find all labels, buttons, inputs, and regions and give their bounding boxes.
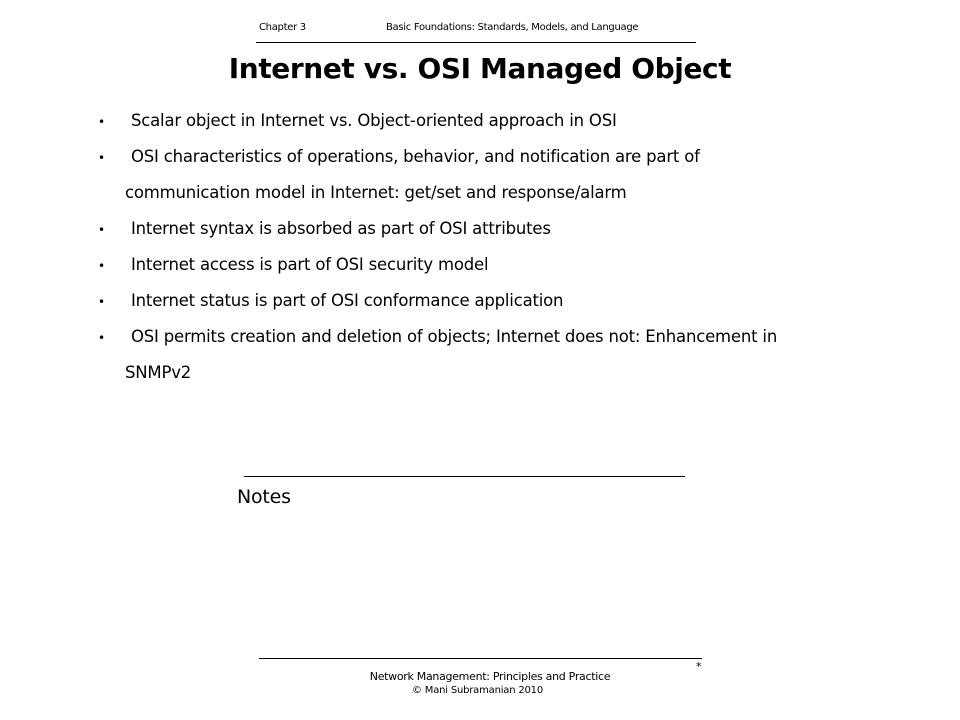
header-divider <box>256 42 696 43</box>
footer-copyright: © Mani Subramanian 2010 <box>412 685 543 696</box>
bullet-text: Internet syntax is absorbed as part of OSI attributes <box>131 219 551 238</box>
bullet-text: Internet access is part of OSI security model <box>131 255 489 274</box>
chapter-subject: Basic Foundations: Standards, Models, and Language <box>386 22 639 33</box>
bullet-marker: • <box>98 223 106 237</box>
bullet-text: Scalar object in Internet vs. Object-oriented approach in OSI <box>131 111 617 130</box>
footer-divider <box>259 658 702 659</box>
notes-label: Notes <box>237 486 291 508</box>
bullet-text-continuation: communication model in Internet: get/set and response/alarm <box>125 183 627 202</box>
bullet-marker: • <box>98 295 106 309</box>
bullet-marker: • <box>98 151 106 165</box>
bullet-marker: • <box>98 259 106 273</box>
footer-asterisk: * <box>696 660 702 673</box>
notes-divider <box>244 476 685 477</box>
bullet-marker: • <box>98 115 106 129</box>
bullet-text: Internet status is part of OSI conformance application <box>131 291 564 310</box>
footer-book-title: Network Management: Principles and Practice <box>369 670 611 683</box>
chapter-label: Chapter 3 <box>259 22 306 33</box>
bullet-text: OSI permits creation and deletion of objects; Internet does not: Enhancement in <box>131 327 778 346</box>
bullet-text: OSI characteristics of operations, behavior, and notification are part of <box>131 147 700 166</box>
bullet-marker: • <box>98 331 106 345</box>
slide-title: Internet vs. OSI Managed Object <box>228 52 732 85</box>
bullet-text-continuation: SNMPv2 <box>125 363 192 382</box>
